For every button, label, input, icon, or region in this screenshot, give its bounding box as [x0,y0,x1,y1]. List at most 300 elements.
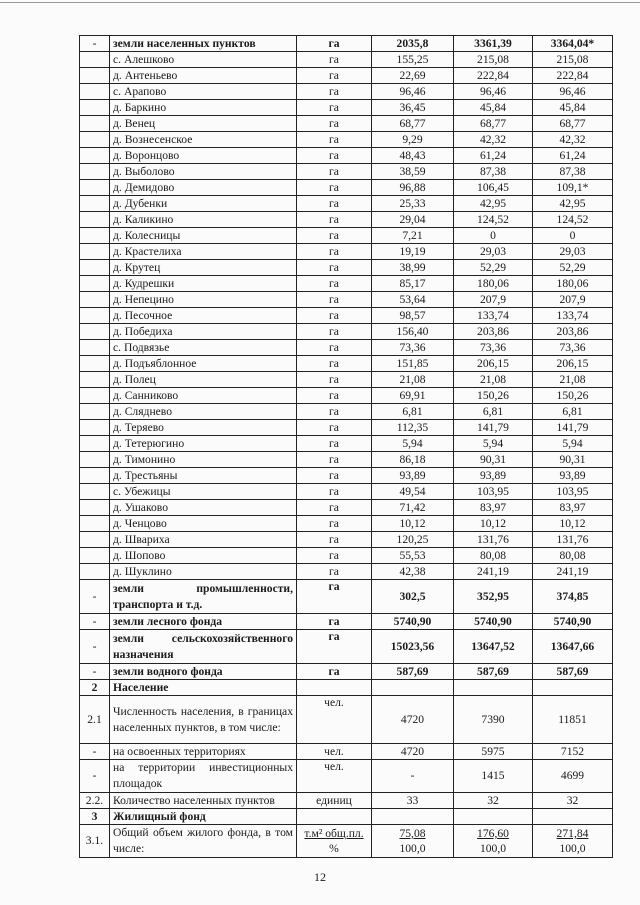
indicator-name: земли промышленности, транспорта и т.д. [110,580,297,614]
value-2: 73,36 [454,340,533,356]
value-2: 61,24 [454,148,533,164]
unit: га [297,340,372,356]
value-2 [454,680,533,696]
indicator-name: земли населенных пунктов [110,36,297,52]
indicator-name: с. Подвязье [110,340,297,356]
indicator-name: Численность населения, в границах населенных пунктов, в том числе: [110,696,297,744]
value-2: 90,31 [454,452,533,468]
value-2: 0 [454,228,533,244]
indicator-name: д. Кудрешки [110,276,297,292]
unit: га [297,180,372,196]
unit: га [297,36,372,52]
row-number [80,180,110,196]
value-2: 5975 [454,744,533,760]
value-3: 3364,04* [533,36,613,52]
indicator-name: д. Демидово [110,180,297,196]
value-2: 1415 [454,760,533,793]
table-row [80,452,613,468]
table-row [80,500,613,516]
value-1: 6,81 [372,404,454,420]
row-number [80,484,110,500]
table-row [80,68,613,84]
indicator-name: земли водного фонда [110,664,297,680]
indicator-name: на освоенных территориях [110,744,297,760]
value-3: 7152 [533,744,613,760]
table-row [80,696,613,744]
indicator-name: д. Ушаково [110,500,297,516]
value-2 [454,809,533,825]
table-row [80,292,613,308]
value-2: 42,32 [454,132,533,148]
value-1: 151,85 [372,356,454,372]
value-1: 85,17 [372,276,454,292]
unit: га [297,292,372,308]
table-row [80,516,613,532]
value-2: 7390 [454,696,533,744]
indicator-name: д. Победиха [110,324,297,340]
indicator-name: д. Выболово [110,164,297,180]
indicator-name: д. Вознесенское [110,132,297,148]
unit: га [297,452,372,468]
table-row [80,793,613,809]
row-number: - [80,36,110,52]
value-1: 5740,90 [372,614,454,630]
value-2: 5740,90 [454,614,533,630]
value-1: 302,5 [372,580,454,614]
indicator-name: с. Убежицы [110,484,297,500]
value-2: 68,77 [454,116,533,132]
row-number: 3 [80,809,110,825]
unit: га [297,116,372,132]
value-1: 9,29 [372,132,454,148]
indicator-name: Население [110,680,297,696]
value-3: 271,84 [556,827,589,840]
value-1: 120,25 [372,532,454,548]
row-number [80,324,110,340]
value-2: 93,89 [454,468,533,484]
unit [297,809,372,825]
table-row [80,340,613,356]
row-number [80,132,110,148]
value-2: 176,60 [477,827,509,840]
table-row [80,630,613,664]
page-number: 12 [314,870,326,884]
row-number [80,372,110,388]
value-3 [533,809,613,825]
row-number [80,516,110,532]
value-3: 241,19 [533,564,613,580]
value-2: 587,69 [454,664,533,680]
table-row [80,84,613,100]
row-number [80,468,110,484]
value-3: 42,95 [533,196,613,212]
row-number [80,228,110,244]
indicator-name: д. Шуклино [110,564,297,580]
value-1: 98,57 [372,308,454,324]
row-number [80,548,110,564]
value-2: 32 [454,793,533,809]
value-3: 45,84 [533,100,613,116]
indicator-name: д. Крастелиха [110,244,297,260]
table-row [80,260,613,276]
value-1: 73,36 [372,340,454,356]
value-3: 215,08 [533,52,613,68]
row-number: 2.1 [80,696,110,744]
unit: т.м² общ.пл. [304,827,364,840]
table-row [80,180,613,196]
value-3: 5740,90 [533,614,613,630]
row-number: - [80,664,110,680]
table-row [80,580,613,614]
row-number [80,292,110,308]
row-number [80,260,110,276]
indicator-name: д. Трестьяны [110,468,297,484]
indicator-name: д. Воронцово [110,148,297,164]
unit: га [297,420,372,436]
indicator-name: д. Каликино [110,212,297,228]
unit: га [297,614,372,630]
value-cell [454,825,533,858]
indicator-name: Общий объем жилого фонда, в том числе: [110,825,297,858]
indicator-name: д. Дубенки [110,196,297,212]
row-number [80,340,110,356]
row-number [80,212,110,228]
value-3: 141,79 [533,420,613,436]
value-3: 68,77 [533,116,613,132]
value-2: 141,79 [454,420,533,436]
unit: га [297,84,372,100]
table-row [80,680,613,696]
value-1: 33 [372,793,454,809]
value-3: 587,69 [533,664,613,680]
value-3: 11851 [533,696,613,744]
value-3: 222,84 [533,68,613,84]
indicator-name: Жилищный фонд [110,809,297,825]
indicator-name: д. Шопово [110,548,297,564]
value-2: 203,86 [454,324,533,340]
value-3: 90,31 [533,452,613,468]
value-3: 131,76 [533,532,613,548]
unit: га [297,228,372,244]
value-2: 52,29 [454,260,533,276]
value-2: 180,06 [454,276,533,292]
row-number [80,308,110,324]
value-2: 13647,52 [454,630,533,664]
value-1: - [372,760,454,793]
indicator-name: Количество населенных пунктов [110,793,297,809]
table-row [80,744,613,760]
row-number [80,404,110,420]
value-2: 6,81 [454,404,533,420]
value-1: 75,08 [399,827,426,840]
row-number [80,164,110,180]
value-1: 29,04 [372,212,454,228]
value-1-percent: 100,0 [399,842,426,855]
indicator-name: д. Антеньево [110,68,297,84]
value-3: 180,06 [533,276,613,292]
value-1: 69,91 [372,388,454,404]
value-2: 10,12 [454,516,533,532]
indicator-name: д. Венец [110,116,297,132]
unit-secondary: % [329,842,339,855]
value-1: 10,12 [372,516,454,532]
value-1: 587,69 [372,664,454,680]
row-number [80,500,110,516]
value-3 [533,680,613,696]
value-3: 124,52 [533,212,613,228]
unit: га [297,564,372,580]
row-number: 2.2. [80,793,110,809]
table-row [80,388,613,404]
table-row [80,468,613,484]
unit: га [297,468,372,484]
value-3: 4699 [533,760,613,793]
value-1: 156,40 [372,324,454,340]
value-1: 36,45 [372,100,454,116]
table-row [80,324,613,340]
unit: га [297,436,372,452]
table-row [80,308,613,324]
value-2: 42,95 [454,196,533,212]
unit: га [297,212,372,228]
value-2: 207,9 [454,292,533,308]
value-3: 103,95 [533,484,613,500]
indicator-name: д. Тетерюгино [110,436,297,452]
unit: га [297,100,372,116]
unit: га [297,132,372,148]
value-2: 5,94 [454,436,533,452]
row-number: 3.1. [80,825,110,858]
value-2-percent: 100,0 [479,842,507,855]
table-row [80,212,613,228]
table-row [80,132,613,148]
value-3: 21,08 [533,372,613,388]
value-2: 352,95 [454,580,533,614]
value-1 [372,809,454,825]
table-row [80,36,613,52]
unit: единиц [297,793,372,809]
value-3: 5,94 [533,436,613,452]
indicator-name: д. Сляднево [110,404,297,420]
indicator-name: д. Полец [110,372,297,388]
table-row [80,436,613,452]
indicator-name: на территории инвестиционных площадок [110,760,297,793]
row-number: - [80,614,110,630]
table-row [80,244,613,260]
value-1: 38,99 [372,260,454,276]
value-1: 49,54 [372,484,454,500]
value-1: 7,21 [372,228,454,244]
indicator-name: земли сельскохозяйственного назначения [110,630,297,664]
indicator-name: д. Теряево [110,420,297,436]
row-number: - [80,744,110,760]
value-3: 13647,66 [533,630,613,664]
table-row [80,420,613,436]
value-2: 124,52 [454,212,533,228]
value-cell [533,825,613,858]
value-2: 206,15 [454,356,533,372]
unit: га [297,244,372,260]
value-1: 5,94 [372,436,454,452]
value-1: 93,89 [372,468,454,484]
row-number [80,452,110,468]
indicator-name: д. Санниково [110,388,297,404]
unit: га [297,630,372,664]
row-number [80,52,110,68]
unit: га [297,388,372,404]
indicator-name: д. Подъяблонное [110,356,297,372]
value-1: 68,77 [372,116,454,132]
row-number [80,100,110,116]
value-3: 6,81 [533,404,613,420]
unit: га [297,404,372,420]
value-3: 61,24 [533,148,613,164]
unit: га [297,484,372,500]
value-3: 150,26 [533,388,613,404]
unit: га [297,308,372,324]
indicator-name: д. Колесницы [110,228,297,244]
value-3: 29,03 [533,244,613,260]
value-2: 87,38 [454,164,533,180]
value-1: 15023,56 [372,630,454,664]
value-2: 45,84 [454,100,533,116]
value-1: 96,88 [372,180,454,196]
row-number [80,388,110,404]
row-number [80,436,110,452]
indicator-name: земли лесного фонда [110,614,297,630]
value-1: 53,64 [372,292,454,308]
unit: га [297,196,372,212]
row-number [80,196,110,212]
value-1: 22,69 [372,68,454,84]
value-1: 25,33 [372,196,454,212]
row-number [80,244,110,260]
value-1: 4720 [372,744,454,760]
value-2: 150,26 [454,388,533,404]
unit: га [297,324,372,340]
indicator-name: д. Ченцово [110,516,297,532]
table-row [80,664,613,680]
value-1: 4720 [372,696,454,744]
unit: га [297,276,372,292]
value-3: 96,46 [533,84,613,100]
indicator-name: с. Арапово [110,84,297,100]
table-row [80,760,613,793]
value-2: 3361,39 [454,36,533,52]
value-1: 2035,8 [372,36,454,52]
table-row [80,548,613,564]
row-number: - [80,630,110,664]
value-2: 83,97 [454,500,533,516]
value-1: 48,43 [372,148,454,164]
unit: чел. [297,744,372,760]
table-row [80,484,613,500]
value-1: 55,53 [372,548,454,564]
value-1: 71,42 [372,500,454,516]
value-1: 155,25 [372,52,454,68]
value-1: 19,19 [372,244,454,260]
value-2: 106,45 [454,180,533,196]
unit: га [297,516,372,532]
unit: га [297,548,372,564]
unit: га [297,68,372,84]
unit [297,680,372,696]
value-3: 0 [533,228,613,244]
table-row [80,404,613,420]
row-number [80,84,110,100]
table-row [80,276,613,292]
value-3: 52,29 [533,260,613,276]
unit: га [297,356,372,372]
value-3: 207,9 [533,292,613,308]
value-3-percent: 100,0 [559,842,586,855]
value-2: 103,95 [454,484,533,500]
unit-cell [297,825,372,858]
land-use-table [79,35,613,858]
value-2: 21,08 [454,372,533,388]
value-3: 206,15 [533,356,613,372]
row-number [80,68,110,84]
value-2: 133,74 [454,308,533,324]
value-3: 10,12 [533,516,613,532]
value-1: 96,46 [372,84,454,100]
unit: га [297,664,372,680]
table-row [80,100,613,116]
value-2: 241,19 [454,564,533,580]
table-row [80,809,613,825]
row-number [80,532,110,548]
row-number [80,420,110,436]
table-row [80,52,613,68]
table-row [80,196,613,212]
value-1: 42,38 [372,564,454,580]
row-number [80,356,110,372]
value-1: 38,59 [372,164,454,180]
indicator-name: д. Крутец [110,260,297,276]
table-row [80,372,613,388]
indicator-name: д. Песочное [110,308,297,324]
unit: га [297,500,372,516]
table-row [80,116,613,132]
value-1: 86,18 [372,452,454,468]
table-row [80,614,613,630]
row-number [80,148,110,164]
table-row [80,228,613,244]
unit: га [297,164,372,180]
value-3: 109,1* [533,180,613,196]
value-cell [372,825,454,858]
table-row [80,532,613,548]
row-number: - [80,580,110,614]
indicator-name: д. Непецино [110,292,297,308]
row-number: 2 [80,680,110,696]
value-3: 83,97 [533,500,613,516]
value-2: 96,46 [454,84,533,100]
unit: га [297,148,372,164]
row-number [80,276,110,292]
unit: га [297,260,372,276]
value-3: 87,38 [533,164,613,180]
value-3: 133,74 [533,308,613,324]
row-number [80,564,110,580]
unit: га [297,52,372,68]
unit: га [297,580,372,614]
indicator-name: д. Швариха [110,532,297,548]
table-row [80,356,613,372]
unit: га [297,532,372,548]
indicator-name: д. Тимонино [110,452,297,468]
row-number [80,116,110,132]
